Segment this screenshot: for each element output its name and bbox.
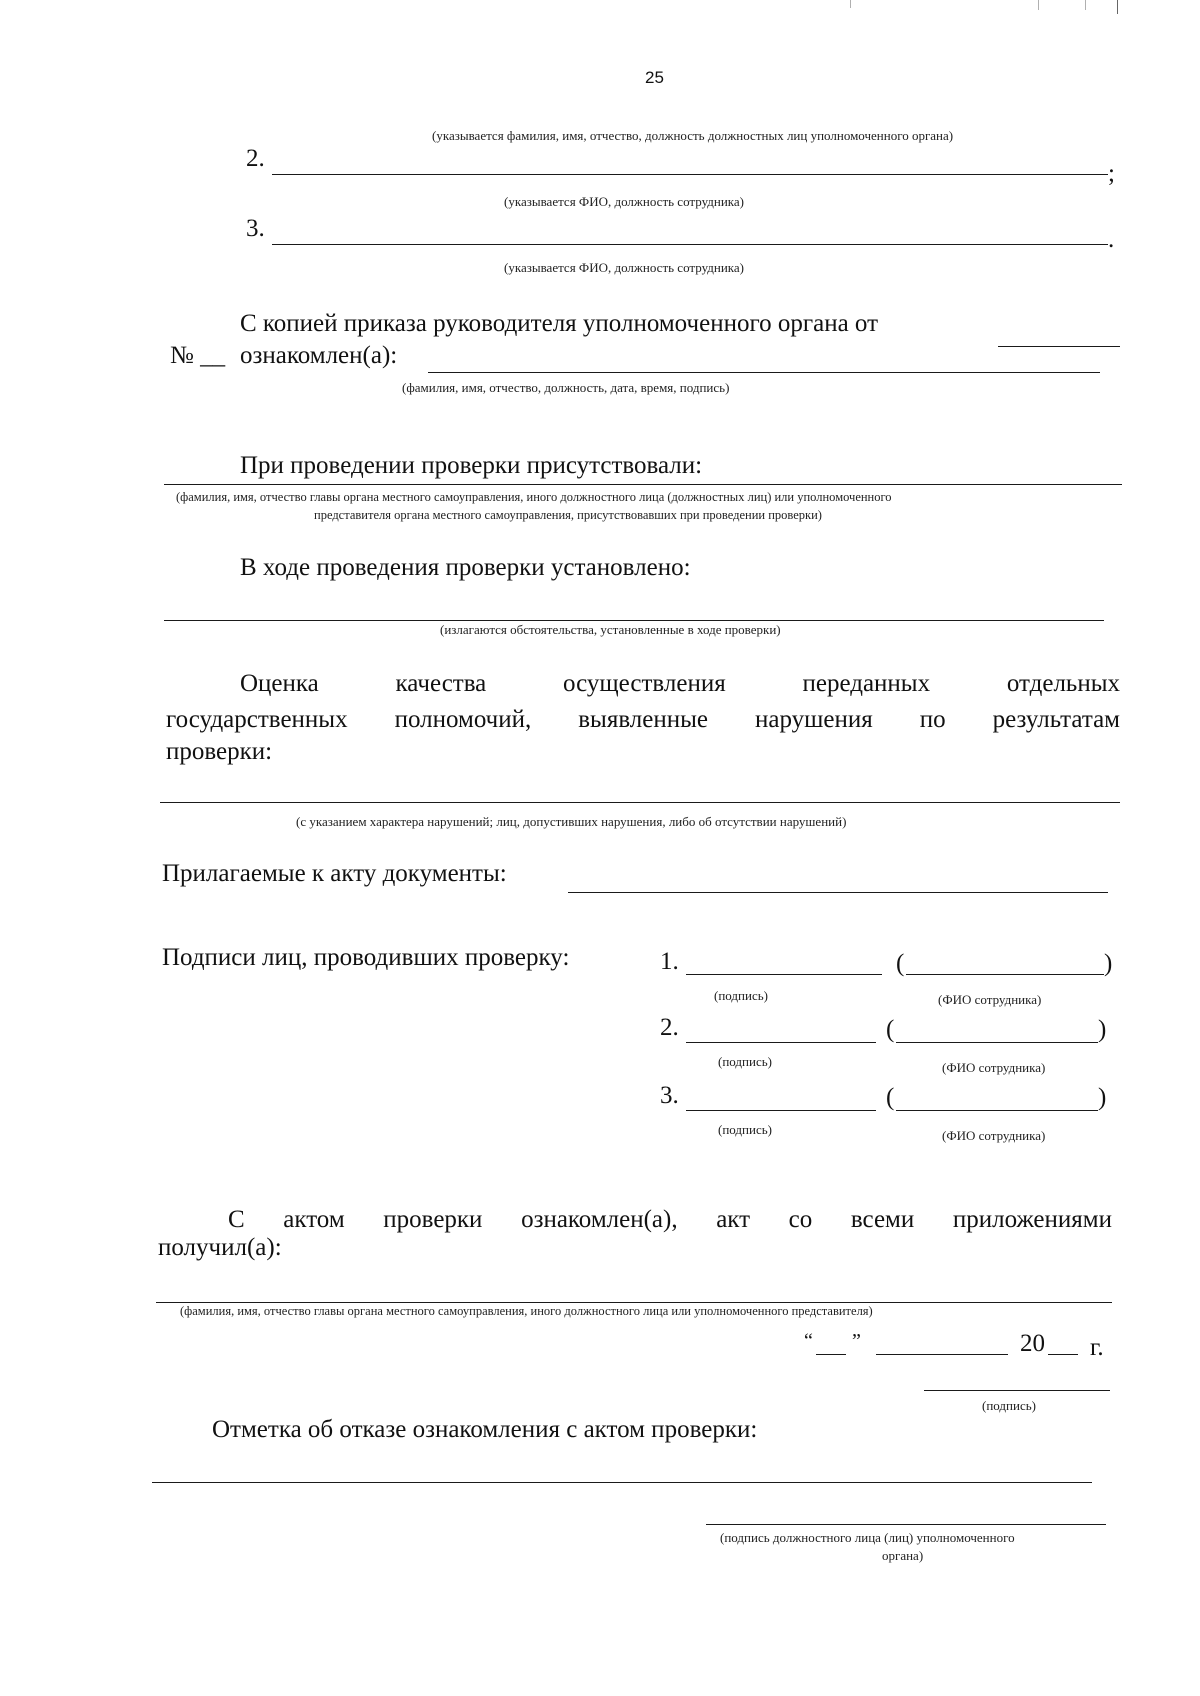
assessment-text: государственных полномочий, выявленные нарушения по результатам: [166, 706, 1120, 733]
signature-hint: (подпись): [714, 988, 768, 1003]
name-line[interactable]: [896, 1042, 1098, 1043]
received-text: С актом проверки ознакомлен(а), акт со всеми приложениями: [228, 1206, 1112, 1233]
scan-mark: [1117, 0, 1118, 14]
signature-hint: (подпись): [718, 1122, 772, 1137]
refusal-label: Отметка об отказе ознакомления с актом проверки:: [212, 1416, 758, 1443]
inspector-number: 3.: [246, 215, 265, 242]
name-hint: (ФИО сотрудника): [938, 992, 1042, 1007]
refusal-hint: органа): [882, 1548, 924, 1563]
name-hint: (ФИО сотрудника): [942, 1128, 1046, 1143]
order-copy-label: С копией приказа руководителя уполномоченного органа от: [240, 310, 879, 337]
inspector-line[interactable]: [272, 174, 1108, 175]
refusal-signature-line[interactable]: [706, 1524, 1106, 1525]
name-line[interactable]: [906, 974, 1104, 975]
inspector-hint: (указывается ФИО, должность сотрудника): [504, 194, 744, 209]
signatures-label: Подписи лиц, проводивших проверку:: [162, 944, 570, 971]
year-prefix: 20: [1020, 1330, 1045, 1357]
date-close-quote: ”: [852, 1330, 861, 1352]
familiarized-label: ознакомлен(а):: [240, 342, 398, 369]
received-hint: (фамилия, имя, отчество главы органа местного самоуправления, иного должностного лица или уполномоченного представителя): [180, 1304, 873, 1318]
signature-number: 1.: [660, 948, 679, 975]
attachments-line[interactable]: [568, 892, 1108, 893]
inspector-hint: (указывается ФИО, должность сотрудника): [504, 260, 744, 275]
inspector-line[interactable]: [272, 244, 1108, 245]
present-hint: (фамилия, имя, отчество главы органа местного самоуправления, иного должностного лица (должностных лиц) или уполномоченного: [176, 490, 892, 504]
page-number: 25: [645, 68, 664, 87]
assessment-text: проверки:: [166, 738, 273, 765]
received-text: получил(а):: [158, 1234, 282, 1261]
year-line[interactable]: [1048, 1354, 1078, 1355]
year-suffix: г.: [1090, 1334, 1104, 1361]
signature-number: 3.: [660, 1082, 679, 1109]
inspector-end-mark: .: [1108, 226, 1115, 253]
close-paren: ): [1098, 1084, 1107, 1111]
received-signature-hint: (подпись): [982, 1398, 1036, 1413]
assessment-line[interactable]: [160, 802, 1120, 803]
scan-mark: [1085, 0, 1086, 10]
attachments-label: Прилагаемые к акту документы:: [162, 860, 507, 887]
signature-line[interactable]: [686, 1110, 876, 1111]
established-hint: (излагаются обстоятельства, установленные в ходе проверки): [440, 622, 781, 637]
day-line[interactable]: [816, 1354, 846, 1355]
name-line[interactable]: [896, 1110, 1098, 1111]
assessment-text: Оценка качества осуществления переданных отдельных: [240, 670, 1120, 697]
established-line[interactable]: [164, 620, 1104, 621]
present-hint: представителя органа местного самоуправления, присутствовавших при проведении проверки): [314, 508, 822, 522]
open-paren: (: [886, 1084, 895, 1111]
order-date-line[interactable]: [998, 346, 1120, 347]
refusal-hint: (подпись должностного лица (лиц) уполномоченного: [720, 1530, 1015, 1545]
familiarized-line[interactable]: [428, 372, 1100, 373]
name-hint: (ФИО сотрудника): [942, 1060, 1046, 1075]
inspector-end-mark: ;: [1108, 160, 1115, 187]
month-line[interactable]: [876, 1354, 1008, 1355]
close-paren: ): [1104, 950, 1113, 977]
received-line[interactable]: [156, 1302, 1112, 1303]
scan-mark: [1038, 0, 1039, 10]
open-paren: (: [896, 950, 905, 977]
familiarized-hint: (фамилия, имя, отчество, должность, дата, время, подпись): [402, 380, 730, 395]
received-signature-line[interactable]: [924, 1390, 1110, 1391]
scan-mark: [850, 0, 851, 8]
inspector-number: 2.: [246, 145, 265, 172]
signature-line[interactable]: [686, 974, 882, 975]
refusal-line[interactable]: [152, 1482, 1092, 1483]
order-number-sign: № __: [170, 342, 226, 369]
signature-number: 2.: [660, 1014, 679, 1041]
established-label: В ходе проведения проверки установлено:: [240, 554, 691, 581]
signature-hint: (подпись): [718, 1054, 772, 1069]
close-paren: ): [1098, 1016, 1107, 1043]
signature-line[interactable]: [686, 1042, 876, 1043]
present-line[interactable]: [164, 484, 1122, 485]
date-open-quote: “: [804, 1330, 813, 1352]
present-label: При проведении проверки присутствовали:: [240, 452, 703, 479]
open-paren: (: [886, 1016, 895, 1043]
inspectors-hint: (указывается фамилия, имя, отчество, должность должностных лиц уполномоченного органа): [432, 128, 954, 143]
assessment-hint: (с указанием характера нарушений; лиц, допустивших нарушения, либо об отсутствии нарушений): [296, 814, 847, 829]
